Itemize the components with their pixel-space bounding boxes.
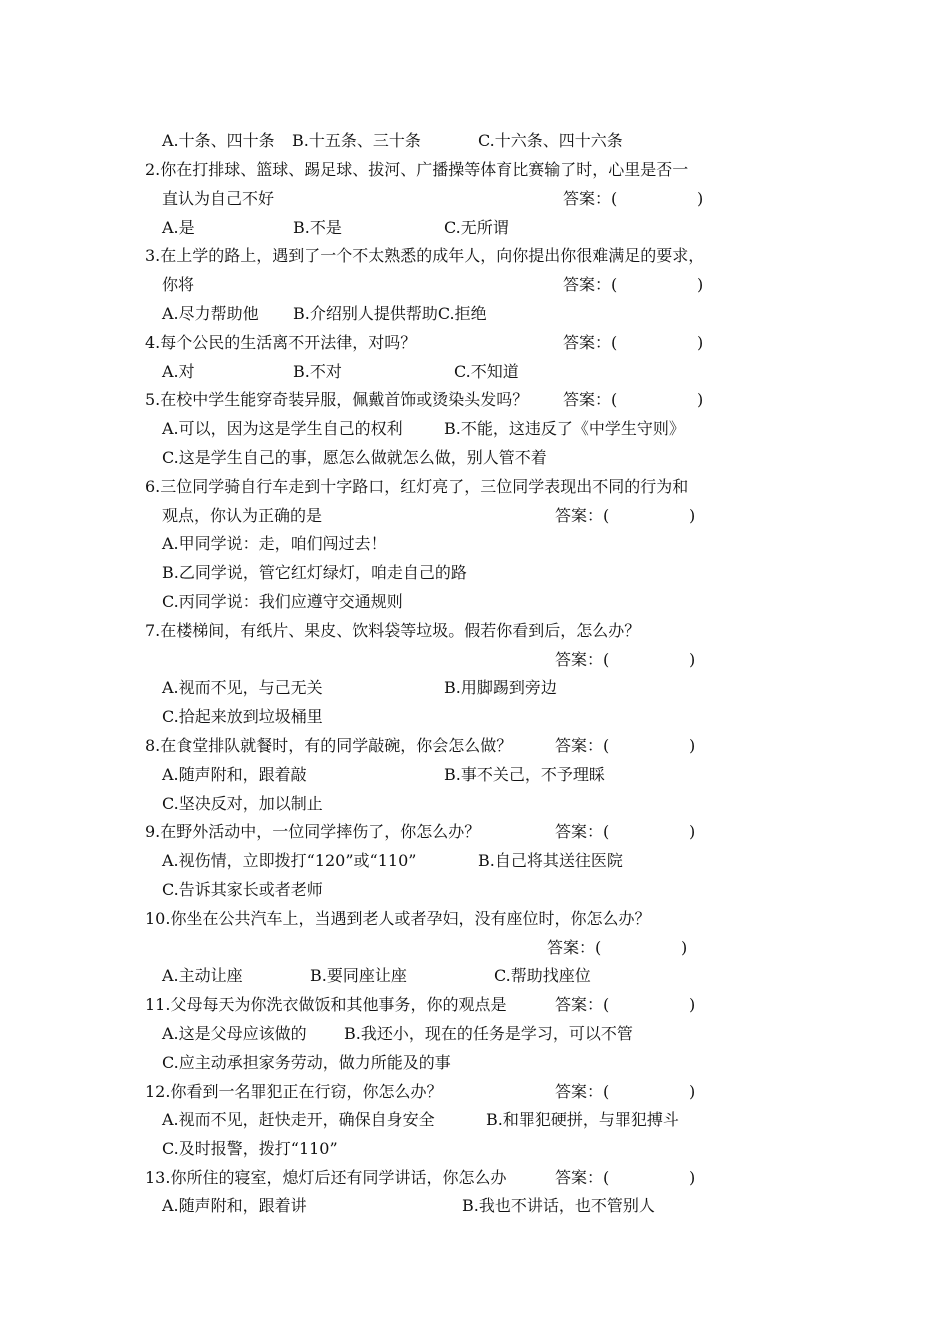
text-line-l41: C.拾起来放到垃圾桶里 <box>162 707 323 726</box>
text-line-l72: 13.你所住的寝室，熄灯后还有同学讲话，你怎么办 <box>145 1168 507 1187</box>
text-line-l07: ) <box>697 189 704 208</box>
text-line-l30: 观点，你认为正确的是 <box>162 506 323 525</box>
text-line-l57: A.主动让座 <box>162 966 243 985</box>
text-line-l39: A.视而不见，与己无关 <box>162 678 323 697</box>
text-line-l29: 6.三位同学骑自行车走到十字路口，红灯亮了，三位同学表现出不同的行为和 <box>145 477 689 496</box>
text-line-l62: ) <box>689 995 696 1014</box>
text-line-l51: A.视伤情，立即拨打“120”或“110” <box>162 851 417 870</box>
text-line-l06: 答案：( <box>563 189 618 208</box>
text-line-l59: C.帮助找座位 <box>494 966 591 985</box>
text-line-l24: 答案：( <box>563 390 618 409</box>
text-line-l68: ) <box>689 1082 696 1101</box>
text-line-l23: 5.在校中学生能穿奇装异服，佩戴首饰或烫染头发吗？ <box>145 390 529 409</box>
text-line-l32: ) <box>689 506 696 525</box>
text-line-l46: B.事不关己，不予理睬 <box>444 765 605 784</box>
text-line-l19: ) <box>697 333 704 352</box>
text-line-l37: 答案：( <box>555 650 610 669</box>
text-line-l22: C.不知道 <box>454 362 519 381</box>
text-line-l55: 答案：( <box>547 938 602 957</box>
text-line-l13: 答案：( <box>563 275 618 294</box>
text-line-l10: C.无所谓 <box>444 218 509 237</box>
text-line-l73: 答案：( <box>555 1168 610 1187</box>
text-line-l15: A.尽力帮助他 <box>162 304 259 323</box>
text-line-l64: B.我还小，现在的任务是学习，可以不管 <box>344 1024 633 1043</box>
text-line-l20: A.对 <box>162 362 195 381</box>
text-line-l74: ) <box>689 1168 696 1187</box>
text-line-l14: ) <box>697 275 704 294</box>
text-line-l21: B.不对 <box>293 362 342 381</box>
text-line-l11: 3.在上学的路上，遇到了一个不太熟悉的成年人，向你提出你很难满足的要求， <box>145 246 705 265</box>
text-line-l49: 答案：( <box>555 822 610 841</box>
text-line-l75: A.随声附和，跟着讲 <box>162 1196 307 1215</box>
text-line-l52: B.自己将其送往医院 <box>478 851 623 870</box>
text-line-l33: A.甲同学说：走，咱们闯过去！ <box>162 534 387 553</box>
text-line-l17: 4.每个公民的生活离不开法律，对吗？ <box>145 333 417 352</box>
text-line-l43: 答案：( <box>555 736 610 755</box>
text-line-l50: ) <box>689 822 696 841</box>
text-line-l16: B.介绍别人提供帮助C.拒绝 <box>293 304 487 323</box>
text-line-l31: 答案：( <box>555 506 610 525</box>
text-line-l27: B.不能，这违反了《中学生守则》 <box>444 419 685 438</box>
text-line-l34: B.乙同学说，管它红灯绿灯，咱走自己的路 <box>162 563 467 582</box>
text-line-l28: C.这是学生自己的事，愿怎么做就怎么做，别人管不着 <box>162 448 547 467</box>
text-line-l36: 7.在楼梯间，有纸片、果皮、饮料袋等垃圾。假若你看到后，怎么办？ <box>145 621 641 640</box>
text-line-l03: C.十六条、四十六条 <box>478 131 623 150</box>
text-line-l09: B.不是 <box>293 218 342 237</box>
text-line-l25: ) <box>697 390 704 409</box>
text-line-l61: 答案：( <box>555 995 610 1014</box>
text-line-l71: C.及时报警，拨打“110” <box>162 1139 338 1158</box>
text-line-l76: B.我也不讲话，也不管别人 <box>462 1196 655 1215</box>
text-line-l02: B.十五条、三十条 <box>292 131 421 150</box>
text-line-l45: A.随声附和，跟着敲 <box>162 765 307 784</box>
text-line-l12: 你将 <box>162 275 195 294</box>
text-line-l63: A.这是父母应该做的 <box>162 1024 307 1043</box>
text-line-l65: C.应主动承担家务劳动，做力所能及的事 <box>162 1053 451 1072</box>
text-line-l67: 答案：( <box>555 1082 610 1101</box>
text-line-l18: 答案：( <box>563 333 618 352</box>
text-line-l44: ) <box>689 736 696 755</box>
text-line-l01: A.十条、四十条 <box>162 131 275 150</box>
text-line-l66: 12.你看到一名罪犯正在行窃，你怎么办？ <box>145 1082 443 1101</box>
text-line-l58: B.要同座让座 <box>310 966 407 985</box>
text-line-l38: ) <box>689 650 696 669</box>
text-line-l08: A.是 <box>162 218 195 237</box>
text-line-l40: B.用脚踢到旁边 <box>444 678 557 697</box>
text-line-l47: C.坚决反对，加以制止 <box>162 794 323 813</box>
text-line-l60: 11.父母每天为你洗衣做饭和其他事务，你的观点是 <box>145 995 507 1014</box>
text-line-l42: 8.在食堂排队就餐时，有的同学敲碗，你会怎么做？ <box>145 736 513 755</box>
text-line-l05: 直认为自己不好 <box>162 189 275 208</box>
text-line-l26: A.可以，因为这是学生自己的权利 <box>162 419 403 438</box>
text-line-l69: A.视而不见，赶快走开，确保自身安全 <box>162 1110 435 1129</box>
text-line-l56: ) <box>681 938 688 957</box>
text-line-l04: 2.你在打排球、篮球、踢足球、拔河、广播操等体育比赛输了时，心里是否一 <box>145 160 689 179</box>
text-line-l54: 10.你坐在公共汽车上，当遇到老人或者孕妇，没有座位时，你怎么办？ <box>145 909 651 928</box>
text-line-l70: B.和罪犯硬拼，与罪犯搏斗 <box>486 1110 679 1129</box>
text-line-l35: C.丙同学说：我们应遵守交通规则 <box>162 592 403 611</box>
text-line-l48: 9.在野外活动中，一位同学摔伤了，你怎么办？ <box>145 822 481 841</box>
text-line-l53: C.告诉其家长或者老师 <box>162 880 323 899</box>
